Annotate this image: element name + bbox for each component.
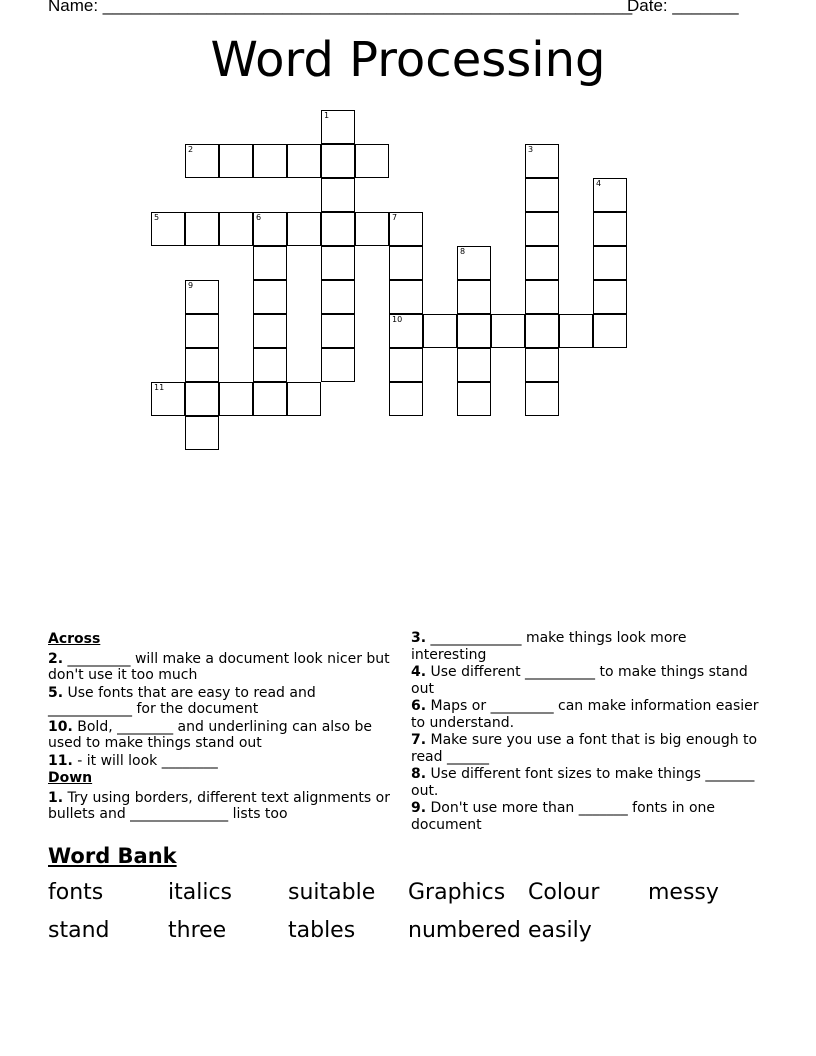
word-bank-title: Word Bank [48, 844, 177, 868]
grid-cell[interactable] [321, 246, 355, 280]
grid-cell[interactable] [287, 212, 321, 246]
grid-cell[interactable] [389, 348, 423, 382]
grid-cell[interactable] [593, 246, 627, 280]
word-bank-word: suitable [288, 880, 376, 905]
clue-item [411, 664, 761, 697]
grid-cell[interactable] [321, 212, 355, 246]
clues-left-column [48, 630, 398, 824]
grid-cell[interactable] [151, 212, 185, 246]
clue-number: 9 [188, 281, 194, 290]
grid-cell[interactable] [423, 314, 457, 348]
clue-item-number: 6. [411, 698, 427, 714]
grid-cell[interactable] [457, 280, 491, 314]
grid-cell[interactable] [389, 212, 423, 246]
clue-number: 10 [392, 315, 403, 324]
grid-cell[interactable] [151, 382, 185, 416]
word-bank-word: easily [528, 918, 592, 943]
clue-item-text: _____________ make things look more interesting [411, 630, 687, 663]
clue-item-number: 3. [411, 630, 427, 646]
clue-number: 6 [256, 213, 262, 222]
clue-item-number: 2. [48, 650, 64, 667]
clue-item [411, 732, 761, 765]
clue-number: 11 [154, 383, 165, 392]
clue-item-text: Don't use more than _______ fonts in one document [411, 800, 716, 833]
clue-item-number: 9. [411, 800, 427, 816]
grid-cell[interactable] [389, 246, 423, 280]
clues-right-column [411, 630, 761, 834]
word-bank-word: messy [648, 880, 719, 905]
clue-item-text: Maps or _________ can make information easier to understand. [411, 698, 759, 731]
grid-cell[interactable] [321, 178, 355, 212]
clue-item-number: 7. [411, 732, 427, 748]
clue-item-text: - it will look ________ [72, 752, 218, 769]
clue-number: 1 [324, 111, 330, 120]
grid-cell[interactable] [355, 212, 389, 246]
clue-item [411, 630, 761, 663]
clue-item-number: 1. [48, 789, 64, 806]
clue-item-text: Try using borders, different text alignments or bullets and ______________ lists too [48, 789, 390, 822]
grid-cell[interactable] [185, 314, 219, 348]
grid-cell[interactable] [525, 212, 559, 246]
clue-item-number: 5. [48, 684, 64, 701]
grid-cell[interactable] [389, 280, 423, 314]
grid-cell[interactable] [593, 280, 627, 314]
grid-cell[interactable] [253, 348, 287, 382]
word-bank-word: Colour [528, 880, 600, 905]
grid-cell[interactable] [355, 144, 389, 178]
grid-cell[interactable] [253, 212, 287, 246]
clue-number: 7 [392, 213, 398, 222]
clue-item-text: Use fonts that are easy to read and ____________ for the document [48, 684, 316, 717]
grid-cell[interactable] [253, 144, 287, 178]
across-heading: Across [48, 631, 101, 647]
grid-cell[interactable] [593, 212, 627, 246]
grid-cell[interactable] [457, 246, 491, 280]
clue-item [48, 651, 398, 684]
grid-cell[interactable] [253, 280, 287, 314]
grid-cell[interactable] [287, 382, 321, 416]
clue-number: 5 [154, 213, 160, 222]
grid-cell[interactable] [321, 280, 355, 314]
clue-item-text: Make sure you use a font that is big enough to read ______ [411, 732, 758, 765]
date-field-label: Date: _______ [627, 0, 739, 15]
grid-cell[interactable] [253, 246, 287, 280]
clue-item [411, 766, 761, 799]
page-title: Word Processing [210, 32, 606, 88]
grid-cell[interactable] [525, 280, 559, 314]
clue-item-number: 10. [48, 718, 73, 735]
clue-item-text: Bold, ________ and underlining can also be used to make things stand out [48, 718, 372, 751]
grid-cell[interactable] [457, 348, 491, 382]
grid-cell[interactable] [321, 348, 355, 382]
clue-number: 3 [528, 145, 534, 154]
clue-item [411, 800, 761, 833]
grid-cell[interactable] [525, 144, 559, 178]
clue-item [48, 685, 398, 718]
grid-cell[interactable] [185, 212, 219, 246]
down-heading: Down [48, 770, 93, 786]
grid-cell[interactable] [559, 314, 593, 348]
clue-number: 4 [596, 179, 602, 188]
grid-cell[interactable] [457, 382, 491, 416]
grid-cell[interactable] [525, 314, 559, 348]
word-bank-word: stand [48, 918, 110, 943]
grid-cell[interactable] [525, 348, 559, 382]
grid-cell[interactable] [593, 178, 627, 212]
clue-number: 2 [188, 145, 194, 154]
grid-cell[interactable] [525, 178, 559, 212]
word-bank-word: fonts [48, 880, 104, 905]
clue-number: 8 [460, 247, 466, 256]
clue-item [48, 753, 398, 770]
grid-cell[interactable] [287, 144, 321, 178]
grid-cell[interactable] [389, 314, 423, 348]
name-field-label: Name: ________________________________________________________ [48, 0, 633, 15]
grid-cell[interactable] [185, 416, 219, 450]
clue-item [48, 719, 398, 752]
down-clue-list-left [48, 790, 398, 823]
word-bank-word: tables [288, 918, 356, 943]
grid-cell[interactable] [253, 314, 287, 348]
grid-cell[interactable] [389, 382, 423, 416]
grid-cell[interactable] [525, 246, 559, 280]
grid-cell[interactable] [253, 382, 287, 416]
grid-cell[interactable] [219, 212, 253, 246]
crossword-grid [0, 0, 816, 460]
grid-cell[interactable] [219, 382, 253, 416]
grid-cell[interactable] [219, 144, 253, 178]
grid-cell[interactable] [321, 110, 355, 144]
clue-item-number: 8. [411, 766, 427, 782]
word-bank-word: numbered [408, 918, 521, 943]
grid-cell[interactable] [593, 314, 627, 348]
grid-cell[interactable] [491, 314, 525, 348]
grid-cell[interactable] [185, 382, 219, 416]
clue-item-text: Use different __________ to make things stand out [411, 664, 748, 697]
grid-cell[interactable] [457, 314, 491, 348]
grid-cell[interactable] [185, 348, 219, 382]
clue-item-text: Use different font sizes to make things _______ out. [411, 766, 755, 799]
word-bank-word: italics [168, 880, 233, 905]
grid-cell[interactable] [185, 144, 219, 178]
clue-item-text: _________ will make a document look nicer but don't use it too much [48, 650, 390, 683]
grid-cell[interactable] [185, 280, 219, 314]
clue-item [411, 698, 761, 731]
word-bank-word: Graphics [408, 880, 506, 905]
down-clue-list-right [411, 630, 761, 833]
clue-item [48, 790, 398, 823]
clue-item-number: 11. [48, 752, 73, 769]
word-bank-word: three [168, 918, 227, 943]
grid-cell[interactable] [321, 314, 355, 348]
clue-item-number: 4. [411, 664, 427, 680]
grid-cell[interactable] [321, 144, 355, 178]
across-clue-list [48, 651, 398, 770]
grid-cell[interactable] [525, 382, 559, 416]
